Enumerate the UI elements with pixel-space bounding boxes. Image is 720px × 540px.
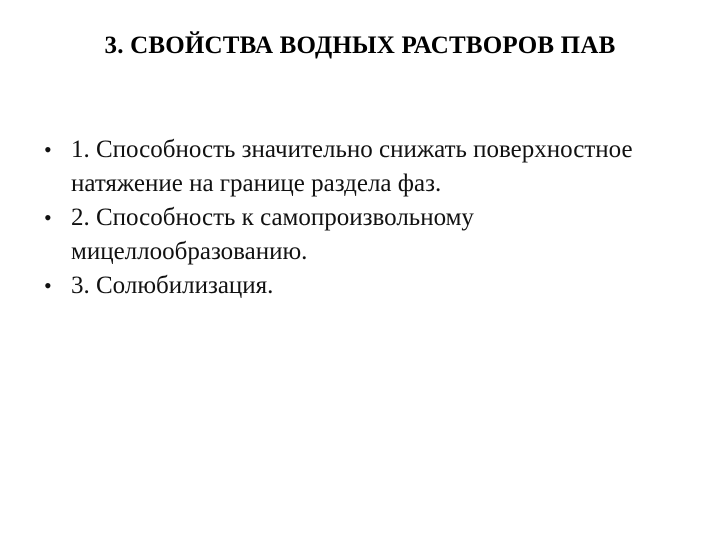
list-item: [44, 133, 664, 201]
bullet-icon: •: [44, 137, 52, 162]
list-item-text: 1. Способность значительно снижать поверхностное натяжение на границе раздела фаз.: [71, 136, 633, 197]
bullet-list: [44, 133, 664, 303]
slide-title: 3. СВОЙСТВА ВОДНЫХ РАСТВОРОВ ПАВ: [104, 32, 616, 59]
list-item: [44, 269, 664, 303]
list-item-text: 2. Способность к самопроизвольному мицеллообразованию.: [71, 204, 474, 265]
list-item: [44, 201, 664, 269]
bullet-icon: •: [44, 205, 52, 230]
bullet-icon: •: [44, 273, 52, 298]
list-item-text: 3. Солюбилизация.: [71, 272, 274, 299]
